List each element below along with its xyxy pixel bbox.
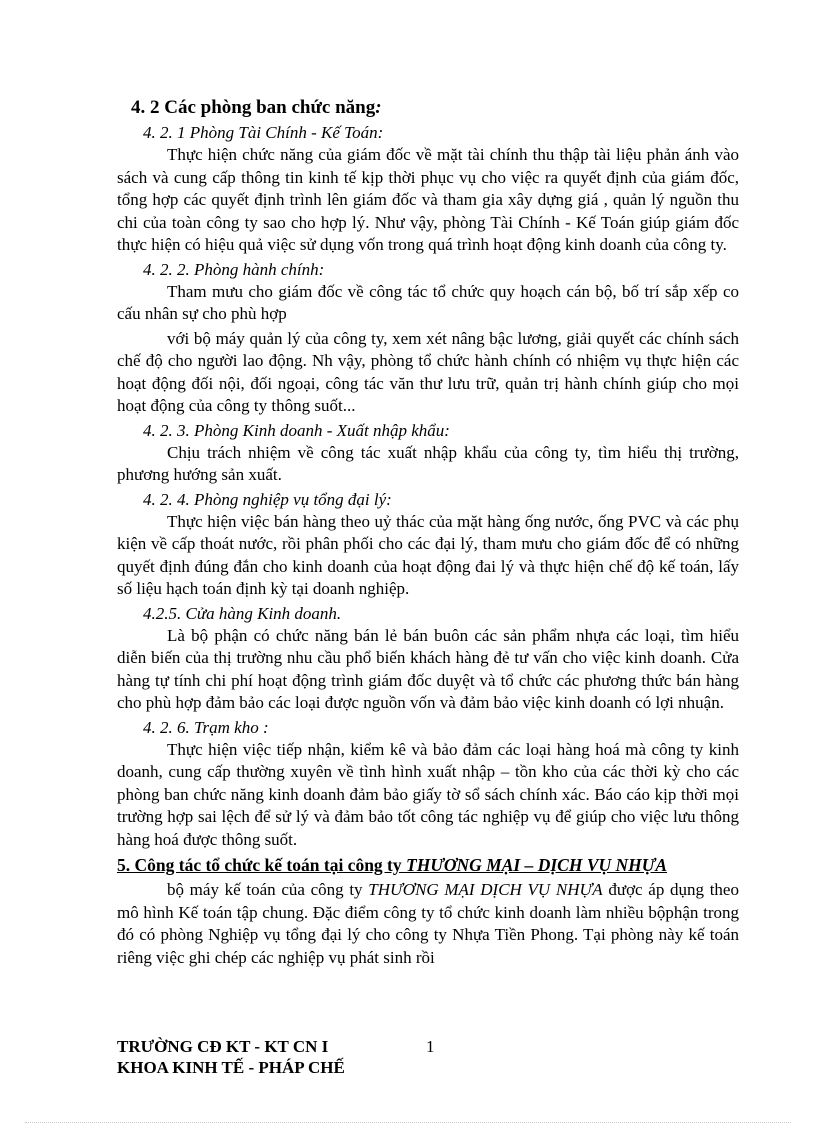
subsection-heading-4-2-1: 4. 2. 1 Phòng Tài Chính - Kế Toán: (143, 123, 384, 142)
section-heading-4-2 (131, 96, 739, 120)
paragraph-4-2-2-a: Tham mưu cho giám đốc về công tác tổ chức quy hoạch cán bộ, bố trí sắp xếp co cấu nhân sự cho phù hợp (117, 281, 739, 323)
subsection-heading-4-2-2: 4. 2. 2. Phòng hành chính: (143, 259, 325, 279)
subsection-heading-4-2-6: 4. 2. 6. Trạm kho : (143, 717, 269, 737)
paragraph-4-2-6: Thực hiện việc tiếp nhận, kiểm kê và bảo đảm các loại hàng hoá mà công ty kinh doanh, cung cấp thường xuyên về tình hình xuất nhập – tồn kho của các thời kỳ cho các phòng ban chức năng kinh doanh đảm bảo giấy tờ sổ sách chính xác. Báo cáo kịp thời mọi trường hợp sai lệch để sử lý và đảm bảo tốt công tác nghiệp vụ để giúp cho việc lưu thông hàng hoá được thông suốt. (117, 739, 739, 849)
paragraph-4-2-2-b: với bộ máy quản lý của công ty, xem xét nâng bậc lương, giải quyết các chính sách chế độ cho người lao động. Nh vậy, phòng tổ chức hành chính có nhiệm vụ thực hiện các hoạt động đối nội, đối ngoại, công tác văn thư lưu trữ, quản trị hành chính giúp cho mọi hoạt động của công ty thông suốt... (117, 328, 739, 415)
footer-faculty: KHOA KINH TẾ - PHÁP CHẾ (117, 1058, 345, 1077)
section-5-company: THƯƠNG MẠI – DỊCH VỤ NHỰA (406, 855, 667, 875)
section-5-title: 5. Công tác tổ chức kế toán tại công ty (117, 855, 407, 875)
paragraph-4-2-1: Thực hiện chức năng của giám đốc về mặt tài chính thu thập tài liệu phản ánh vào sách và cung cấp thông tin kinh tế kịp thời phục vụ cho việc ra quyết định của giám đốc, tổng hợp các quyết định trình lên giám đốc và tham gia xây dựng giá , quản lý nguồn thu chi của toàn công ty sao cho hợp lý. Như vậy, phòng Tài Chính - Kế Toán giúp giám đốc thực hiện có hiệu quả việc sử dụng vốn trong quá trình hoạt động kinh doanh của công ty. (117, 145, 739, 254)
subsection-heading-4-2-5: 4.2.5. Cửa hàng Kinh doanh. (143, 603, 342, 623)
paragraph-4-2-5: Là bộ phận có chức năng bán lẻ bán buôn các sản phẩm nhựa các loại, tìm hiểu diễn biến của thị trường nhu cầu phổ biến khách hàng đẻ tư vấn cho việc kinh doanh. Cửa hàng tự tính chi phí hoạt động trình giám đốc duyệt và tổ chức các phương thức bán hàng cho phù hợp đảm bảo các loại được nguồn vốn và đảm bảo việc kinh doanh có lợi nhuận. (117, 625, 739, 712)
subsection-heading-4-2-4: 4. 2. 4. Phòng nghiệp vụ tổng đại lý: (143, 489, 392, 509)
paragraph-5 (117, 879, 739, 969)
page-footer (117, 1036, 517, 1078)
section-heading-5 (117, 854, 739, 877)
paragraph-4-2-3: Chịu trách nhiệm về công tác xuất nhập khẩu của công ty, tìm hiểu thị trường, phương hướng sản xuất. (117, 442, 739, 484)
footer-school: TRƯỜNG CĐ KT - KT CN I (117, 1037, 329, 1056)
paragraph-5-rest: được áp dụng theo mô hình Kế toán tập chung. Đặc điểm công ty tổ chức kinh doanh làm nhiều bộphận trong đó có phòng Nghiệp vụ tổng đại lý cho công ty Nhựa Tiền Phong. Tại phòng này kế toán riêng việc ghi chép các nghiệp vụ phát sinh rồi (117, 880, 739, 967)
section-title: 4. 2 Các phòng ban chức năng (131, 97, 376, 118)
paragraph-5-company: THƯƠNG MẠI DỊCH VỤ NHỰA (368, 880, 603, 899)
paragraph-5-prefix: bộ máy kế toán của công ty (167, 880, 369, 899)
paragraph-4-2-4: Thực hiện việc bán hàng theo uỷ thác của mặt hàng ống nước, ống PVC và các phụ kiện về cấp thoát nước, rồi phân phối cho các đại lý, tham mưu cho giám đốc để có những quyết định đúng đắn cho kinh doanh của hoạt động đai lý và thực hiện chế độ kế toán, lấy số liệu hạch toán định kỳ tại doanh nghiệp. (117, 511, 739, 598)
document-page (117, 96, 739, 971)
page-number: 1 (426, 1037, 435, 1056)
subsection-heading-4-2-3: 4. 2. 3. Phòng Kinh doanh - Xuất nhập khẩu: (143, 420, 450, 440)
section-title-colon: : (375, 97, 382, 118)
